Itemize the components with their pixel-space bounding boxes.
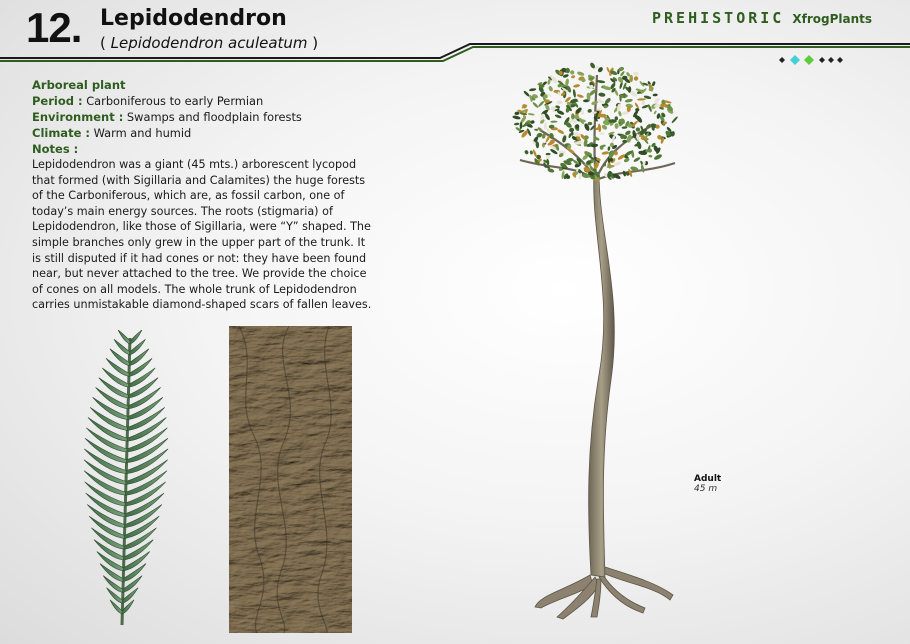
foliage-tuft — [671, 116, 679, 124]
bark-texture — [229, 326, 352, 633]
foliage-tuft — [557, 129, 565, 135]
foliage-tuft — [607, 146, 610, 151]
foliage-tuft — [625, 98, 633, 103]
leaflet — [130, 330, 142, 344]
climate-value: Warm and humid — [89, 126, 192, 140]
leaf-illustration — [82, 330, 182, 630]
foliage-tuft — [514, 122, 520, 125]
diamond-icon — [779, 57, 785, 63]
environment-label: Environment : — [32, 110, 124, 124]
foliage-tuft — [598, 114, 606, 118]
brand-xfrogplants: XfrogPlants — [792, 12, 872, 26]
foliage-tuft — [576, 94, 584, 99]
foliage-tuft — [635, 108, 639, 112]
scientific-name-italic: Lepidodendron aculeatum — [110, 34, 308, 52]
foliage-tuft — [532, 101, 539, 108]
diamond-icon — [804, 55, 814, 65]
foliage-tuft — [536, 155, 541, 160]
foliage-tuft — [615, 123, 619, 129]
diamond-icon — [828, 57, 834, 63]
info-panel — [32, 77, 377, 313]
plant-number: 12. — [26, 4, 82, 51]
page-header — [0, 0, 910, 62]
diamond-icon-row — [778, 54, 848, 66]
foliage-tuft — [613, 161, 621, 167]
foliage-tuft — [633, 71, 639, 76]
foliage-tuft — [587, 109, 592, 113]
foliage-tuft — [648, 155, 652, 158]
page-title: Lepidodendron — [100, 6, 287, 31]
foliage-tuft — [653, 110, 657, 115]
foliage-tuft — [524, 150, 529, 155]
foliage-tuft — [569, 127, 575, 132]
figure-caption — [694, 474, 721, 494]
foliage-tuft — [571, 75, 576, 79]
foliage-tuft — [637, 98, 646, 101]
diamond-icon — [790, 55, 800, 65]
notes-label: Notes : — [32, 142, 79, 156]
period-value: Carboniferous to early Permian — [82, 94, 264, 108]
foliage-tuft — [569, 70, 574, 76]
foliage-tuft — [527, 113, 534, 116]
climate-label: Climate : — [32, 126, 90, 140]
foliage-tuft — [512, 115, 521, 120]
diamond-icon — [819, 57, 825, 63]
foliage-tuft — [529, 88, 536, 92]
foliage-tuft — [548, 85, 554, 92]
foliage-tuft — [651, 81, 656, 87]
brand-prehistoric: PREHISTORIC — [652, 9, 785, 27]
foliage-tuft — [653, 153, 662, 161]
foliage-tuft — [530, 150, 534, 154]
period-label: Period : — [32, 94, 83, 108]
foliage-tuft — [571, 113, 575, 119]
foliage-tuft — [573, 84, 580, 88]
foliage-tuft — [641, 100, 646, 106]
leaflet — [118, 330, 130, 344]
foliage-tuft — [554, 114, 562, 119]
scientific-name: ( Lepidodendron aculeatum ) — [100, 34, 319, 52]
foliage-tuft — [538, 100, 545, 107]
foliage-tuft — [606, 67, 610, 73]
foliage-tuft — [546, 153, 551, 156]
foliage-tuft — [598, 92, 605, 97]
foliage-tuft — [588, 122, 593, 126]
foliage-tuft — [577, 71, 585, 77]
foliage-tuft — [633, 156, 641, 162]
tree-illustration — [495, 55, 695, 625]
foliage-tuft — [572, 89, 576, 98]
foliage-tuft — [653, 93, 658, 96]
caption-stage: Adult — [694, 474, 722, 484]
foliage-tuft — [556, 100, 563, 104]
foliage-tuft — [601, 151, 609, 155]
diamond-icon — [837, 57, 843, 63]
foliage-tuft — [640, 164, 645, 173]
foliage-tuft — [599, 132, 604, 135]
caption-height: 45 m — [694, 484, 718, 494]
foliage-tuft — [542, 143, 545, 148]
foliage-tuft — [633, 75, 639, 81]
notes-text: Lepidodendron was a giant (45 mts.) arborescent lycopod that formed (with Sigillaria and Calamites) the huge forests of the Carboniferous, which are, as fossil carbon, one of today’s main energy sources. The roots (stigmaria) of Lepidodendron, like those of Sigillaria, were “Y” shaped. The simple branches only grew in the upper part of the trunk. It is still disputed if it had cones or not: they have been found near, but never attached to the tree. We provide the choice of cones on all models. The whole trunk of Lepidodendron carries unmistakable diamond-shaped scars of fallen leaves. — [32, 158, 372, 312]
foliage-tuft — [634, 102, 639, 109]
foliage-tuft — [534, 129, 538, 131]
foliage-tuft — [523, 90, 530, 97]
brand — [652, 8, 872, 27]
foliage-tuft — [550, 120, 557, 122]
foliage-tuft — [546, 159, 550, 166]
environment-value: Swamps and floodplain forests — [123, 110, 302, 124]
plant-type: Arboreal plant — [32, 78, 126, 92]
foliage-tuft — [567, 148, 576, 155]
foliage-tuft — [530, 120, 535, 125]
foliage-tuft — [532, 149, 537, 158]
